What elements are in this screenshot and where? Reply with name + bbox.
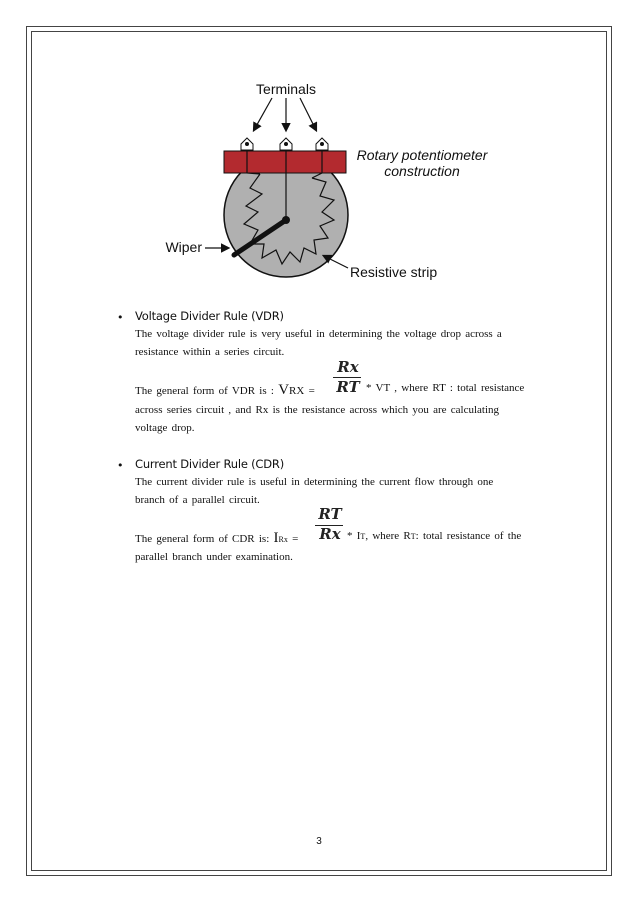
cdr-formula-eq: = <box>292 533 299 545</box>
vdr-line3: across series circuit , and Rx is the resistance across which you are calculating <box>135 404 500 416</box>
vdr-frac-numerator: Rx <box>337 358 359 376</box>
cdr-formula-suffix: : total resistance of the <box>415 530 522 542</box>
cdr-line2: branch of a parallel circuit. <box>135 494 260 506</box>
page-number: 3 <box>316 836 322 847</box>
resistive-strip-label: Resistive strip <box>350 264 438 280</box>
vdr-formula-rx: RX <box>289 385 305 397</box>
vdr-formula-prefix: The general form of VDR is : <box>135 385 274 397</box>
terminals-label: Terminals <box>256 81 316 97</box>
cdr-formula-where: , where R <box>365 530 411 542</box>
cdr-formula-rx: Rx <box>278 535 288 544</box>
terminal-bar <box>224 151 346 173</box>
diagram-title-line1: Rotary potentiometer <box>356 147 488 163</box>
cdr-frac-numerator: RT <box>318 505 342 523</box>
cdr-formula-sub-t: T <box>360 532 366 541</box>
vdr-line2: resistance within a series circuit. <box>135 346 285 358</box>
vdr-formula-line <box>135 382 315 399</box>
vdr-frac-denominator: RT <box>336 378 360 396</box>
wiper-label: Wiper <box>165 239 202 255</box>
vdr-line4: voltage drop. <box>135 422 195 434</box>
cdr-formula-sub-t2: T <box>410 532 416 541</box>
cdr-formula-prefix: The general form of CDR is: <box>135 533 270 545</box>
cdr-formula-mult: * I <box>347 530 361 542</box>
diagram-title-line2: construction <box>384 163 460 179</box>
vdr-formula-v: V <box>278 382 290 398</box>
cdr-line1: The current divider rule is useful in determining the current flow through one <box>135 476 494 488</box>
cdr-formula-line <box>135 530 298 547</box>
cdr-line3: parallel branch under examination. <box>135 551 293 563</box>
cdr-formula-i: I <box>273 530 279 546</box>
cdr-bullet: • <box>117 459 124 472</box>
vdr-formula-eq: = <box>308 385 315 397</box>
vdr-formula-suffix: * VT , where RT : total resistance <box>366 382 525 394</box>
cdr-heading: Current Divider Rule (CDR) <box>135 457 284 471</box>
rotary-potentiometer-diagram <box>150 78 490 288</box>
cdr-frac-denominator: Rx <box>319 525 341 543</box>
vdr-line1: The voltage divider rule is very useful in determining the voltage drop across a <box>135 328 502 340</box>
cdr-formula-suffix-line <box>347 530 521 542</box>
vdr-bullet: • <box>117 311 124 324</box>
vdr-heading: Voltage Divider Rule (VDR) <box>135 309 284 323</box>
